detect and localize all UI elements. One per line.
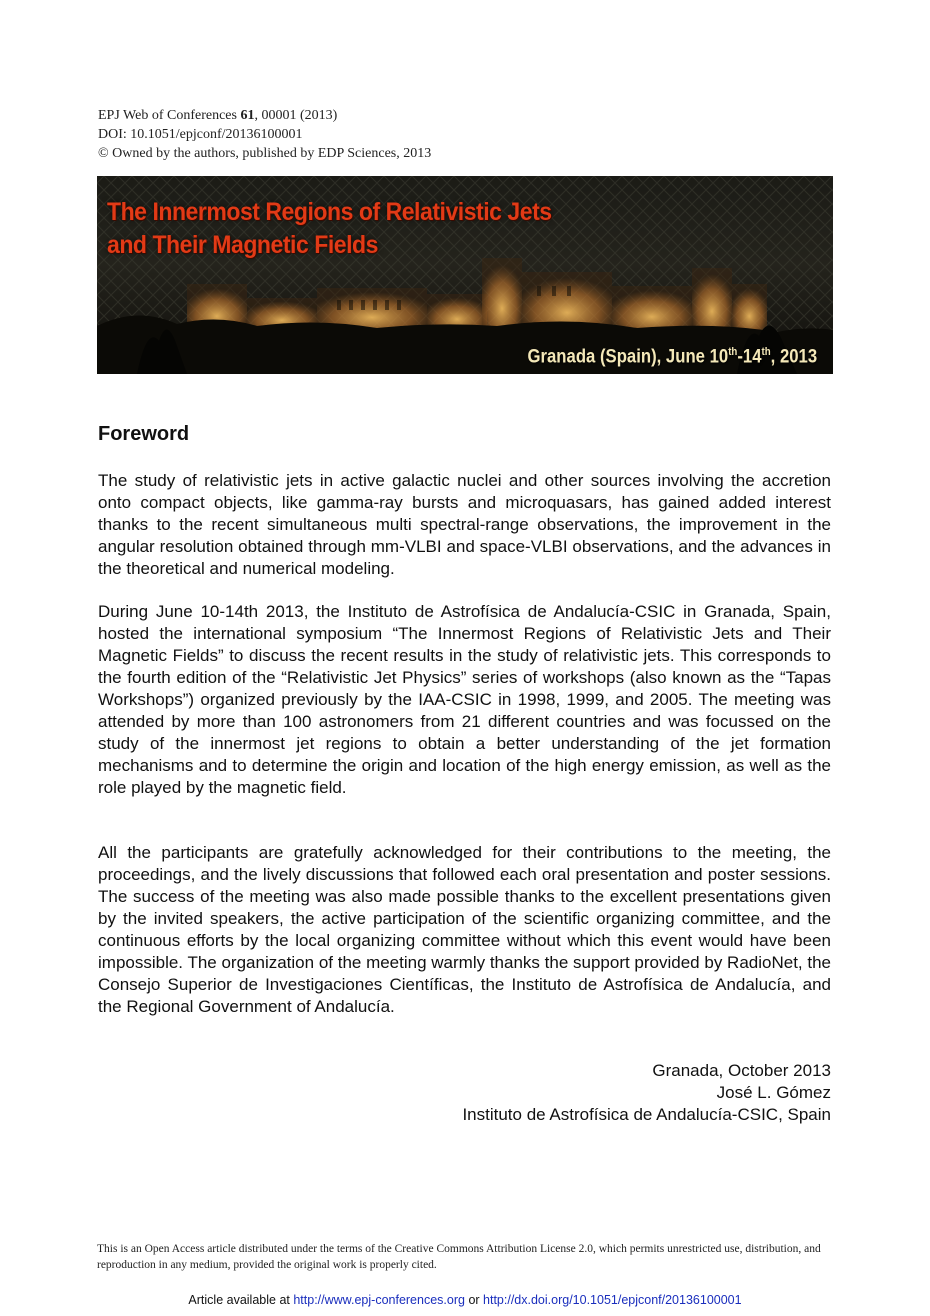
doi-line: DOI: 10.1051/epjconf/20136100001 — [98, 127, 303, 142]
paragraph-1: The study of relativistic jets in active galactic nuclei and other sources involving the accretion onto compact objects, like gamma-ray bursts and microquasars, has gained added interest thanks to the recent simultaneous multi spectral-range observations, the improvement in the angular resolution obtained through mm-VLBI and space-VLBI observations, and the advances in the theoretical and numerical modeling. — [98, 471, 831, 578]
article-availability: Article available at http://www.epj-conferences.org or http://dx.doi.org/10.1051/epjconf/20136100001 — [188, 1293, 742, 1307]
doi-link[interactable]: http://dx.doi.org/10.1051/epjconf/20136100001 — [483, 1293, 742, 1307]
conference-banner — [97, 176, 833, 374]
volume-number: 61 — [240, 108, 255, 123]
paragraph-2: During June 10-14th 2013, the Instituto de Astrofísica de Andalucía-CSIC in Granada, Spain, hosted the international symposium “The Innermost Regions of Relativistic Jets and Their Magnetic Fields” to discuss the recent results in the study of relativistic jets. This corresponds to the fourth edition of the “Relativistic Jet Physics” series of workshops (also known as the “Tapas Workshops”) organized previously by the IAA-CSIC in 1998, 1999, and 2005. The meeting was attended by more than 100 astronomers from 21 different countries and was focussed on the study of the innermost jet regions to obtain a better understanding of the jet formation mechanisms and to determine the origin and location of the high energy emission, as well as the role played by the magnetic field. — [98, 602, 831, 797]
banner-title: The Innermost Regions of Relativistic Jets and Their Magnetic Fields — [107, 198, 552, 259]
paragraph-3: All the participants are gratefully acknowledged for their contributions to the meeting, the proceedings, and the lively discussions that followed each oral presentation and poster sessions. The success of the meeting was also made possible thanks to the excellent presentations given by the invited speakers, the active participation of the scientific organizing committee, and the continuous efforts by the local organizing committee without which this event would have been impossible. The organization of the meeting warmly thanks the support provided by RadioNet, the Consejo Superior de Investigaciones Científicas, the Instituto de Astrofísica de Andalucía, and the Regional Government of Andalucía. — [98, 843, 831, 1016]
epj-conferences-link[interactable]: http://www.epj-conferences.org — [293, 1293, 465, 1307]
journal-header — [98, 106, 431, 163]
section-heading: Foreword — [98, 423, 190, 445]
banner-location-dates: Granada (Spain), June 10th-14th, 2013 — [527, 345, 817, 367]
author-name: José L. Gómez — [716, 1083, 831, 1102]
journal-citation: EPJ Web of Conferences 61, 00001 (2013) — [98, 108, 338, 123]
author-affiliation: Instituto de Astrofísica de Andalucía-CSIC, Spain — [462, 1105, 831, 1124]
signature-block — [462, 1060, 831, 1126]
copyright-line: © Owned by the authors, published by EDP Sciences, 2013 — [98, 146, 432, 161]
place-date: Granada, October 2013 — [652, 1061, 831, 1080]
license-footnote: This is an Open Access article distributed under the terms of the Creative Commons Attribution License 2.0, which permits unrestricted use, distribution, and reproduction in any medium, provided the original work is properly cited. — [97, 1243, 821, 1271]
